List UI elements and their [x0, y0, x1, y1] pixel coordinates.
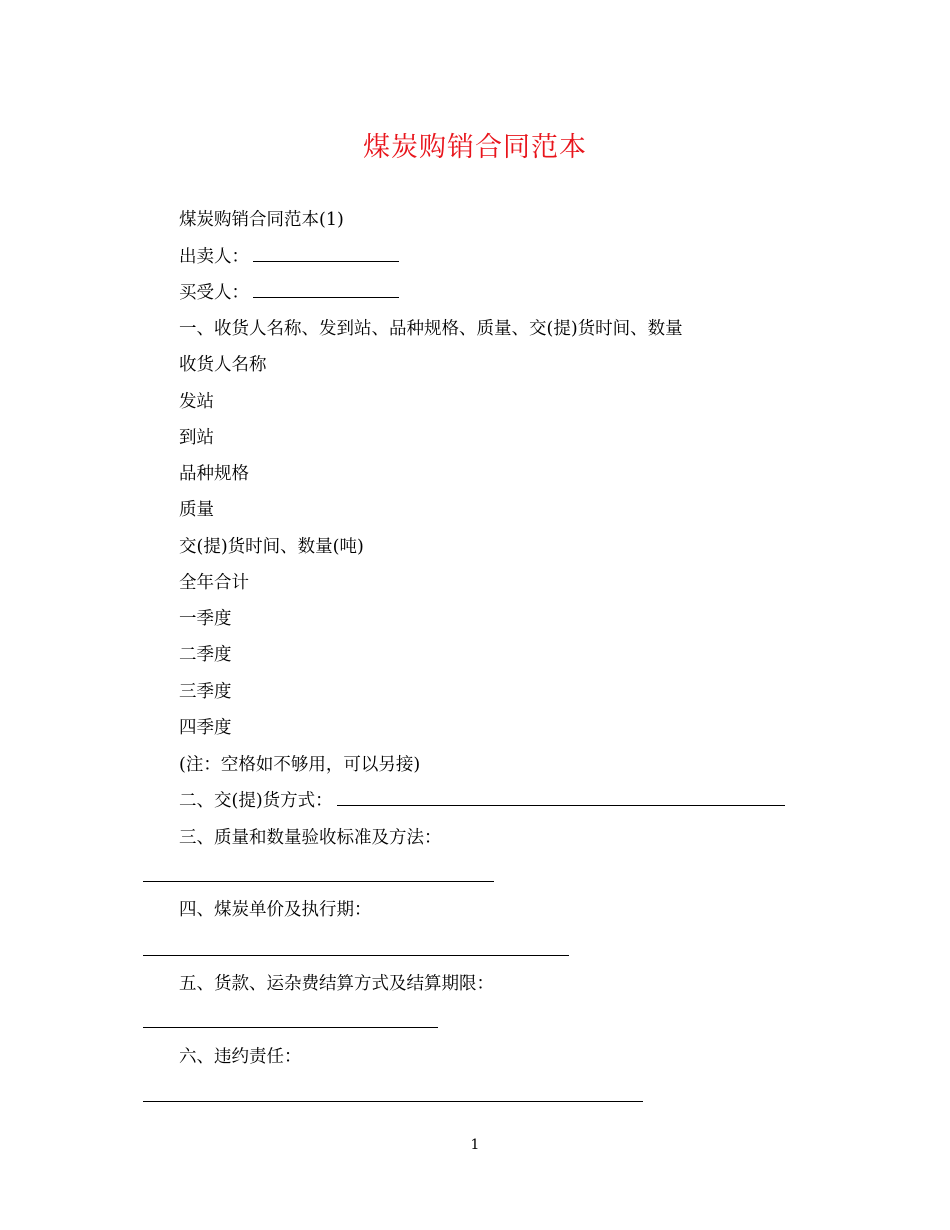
section2-label: 二、交(提)货方式： — [179, 791, 333, 811]
section2-blank — [337, 789, 785, 806]
list-item: 收货人名称 — [179, 355, 267, 375]
section6-blank-rule — [143, 1101, 643, 1102]
buyer-line — [179, 281, 399, 305]
section4-blank-rule — [143, 955, 569, 956]
buyer-label: 买受人： — [179, 283, 249, 303]
list-item: 交(提)货时间、数量(吨) — [179, 537, 364, 557]
section5-blank-rule — [143, 1027, 438, 1028]
seller-label: 出卖人： — [179, 247, 249, 267]
list-item: 品种规格 — [179, 464, 249, 484]
contract-subtitle: 煤炭购销合同范本(1) — [179, 210, 344, 230]
list-item: 发站 — [179, 392, 214, 412]
section6-label: 六、违约责任： — [179, 1047, 302, 1067]
section3-label: 三、质量和数量验收标准及方法： — [179, 828, 442, 848]
list-item: 一季度 — [179, 609, 232, 629]
section5-label: 五、货款、运杂费结算方式及结算期限： — [179, 974, 494, 994]
page-number: 1 — [470, 1137, 480, 1153]
list-item: 到站 — [179, 428, 214, 448]
section4-label: 四、煤炭单价及执行期： — [179, 900, 372, 920]
seller-line — [179, 245, 399, 269]
section3-blank-rule — [143, 881, 494, 882]
note-line: (注：空格如不够用，可以另接) — [179, 755, 421, 775]
list-item: 四季度 — [179, 718, 232, 738]
section1-heading: 一、收货人名称、发到站、品种规格、质量、交(提)货时间、数量 — [179, 319, 683, 339]
list-item: 二季度 — [179, 645, 232, 665]
document-title: 煤炭购销合同范本 — [363, 132, 587, 163]
list-item: 全年合计 — [179, 573, 249, 593]
buyer-blank — [253, 281, 399, 298]
list-item: 三季度 — [179, 682, 232, 702]
seller-blank — [253, 245, 399, 262]
list-item: 质量 — [179, 500, 214, 520]
section2-line — [179, 789, 785, 813]
